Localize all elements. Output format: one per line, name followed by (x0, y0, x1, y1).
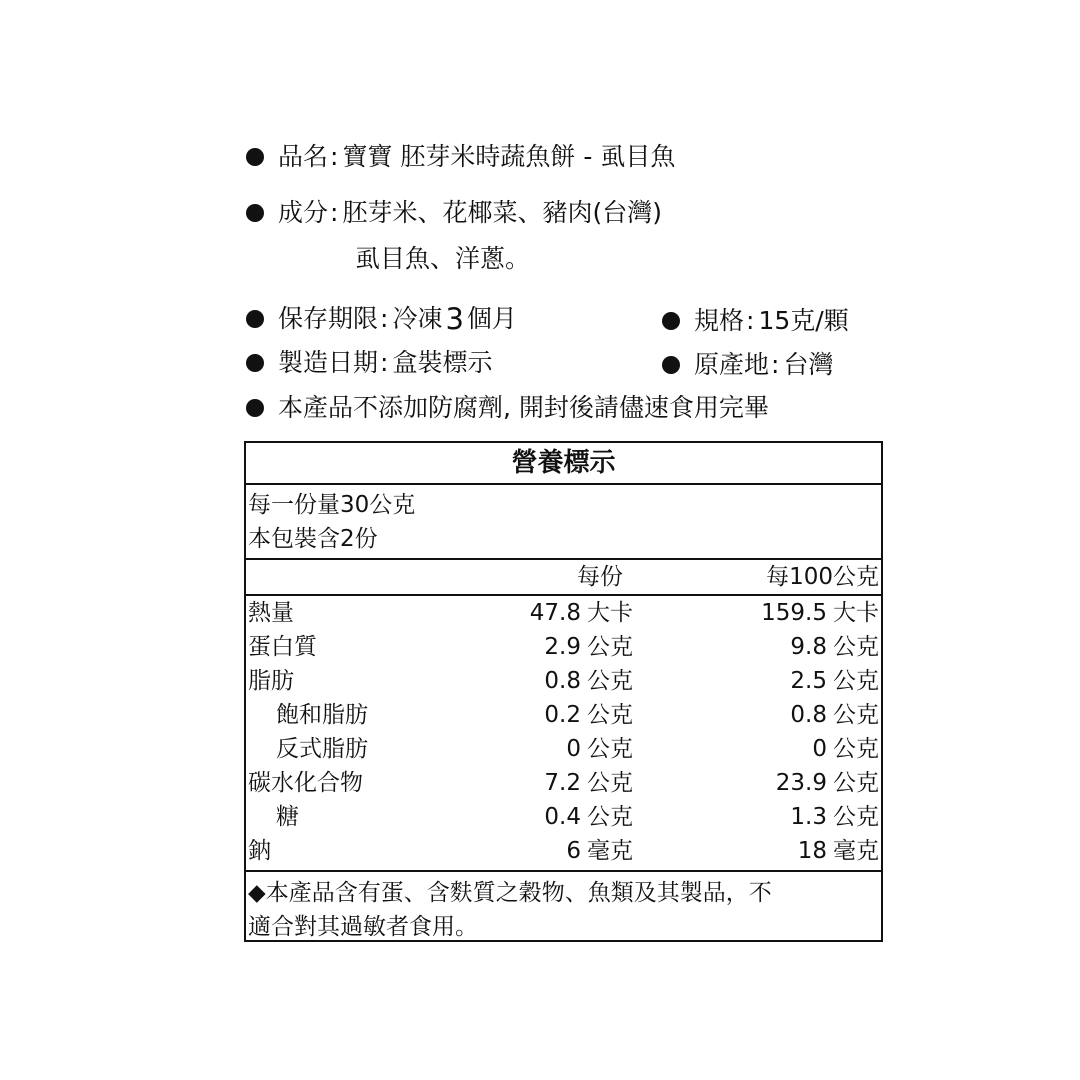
bullet-icon (662, 356, 680, 374)
ingredients-line: 成分 : 胚芽米、花椰菜、豬肉(台灣) (246, 198, 662, 228)
nutrient-row-carbohydrate (246, 766, 881, 800)
per-serving-value: 0 (566, 736, 581, 762)
per-serving-unit: 公克 (587, 736, 633, 762)
per-serving-value: 6 (566, 838, 581, 864)
nutrient-rows (246, 596, 881, 872)
nutrient-name: 碳水化合物 (248, 770, 363, 796)
notice-text: 本產品不添加防腐劑, 開封後請儘速食用完畢 (278, 393, 769, 422)
allergen-line-1: ◆本產品含有蛋、含麩質之穀物、魚類及其製品，不 (248, 880, 772, 906)
per-100g-unit: 公克 (833, 736, 879, 762)
notice-line (246, 393, 769, 423)
nutrient-name: 脂肪 (248, 668, 294, 694)
per-100g-unit: 公克 (833, 634, 879, 660)
per-100g-value: 1.3 (790, 804, 827, 830)
per-100g-value: 0.8 (790, 702, 827, 728)
shelf-life-suffix: 個月 (466, 304, 517, 333)
mfg-date-line: 製造日期 : 盒裝標示 (246, 348, 492, 378)
nutrient-row-fat (246, 664, 881, 698)
nutrient-name: 熱量 (248, 600, 294, 626)
bullet-icon (246, 204, 264, 222)
bullet-icon (246, 148, 264, 166)
nutrient-row-protein (246, 630, 881, 664)
ingredients-label: 成分 (278, 198, 329, 227)
nutrition-table (244, 441, 883, 942)
per-100g-unit: 公克 (833, 770, 879, 796)
shelf-life-line: 保存期限 : 冷凍 3 個月 (246, 304, 517, 334)
nutrient-name: 糖 (276, 804, 299, 830)
origin-label: 原產地 (694, 350, 770, 379)
nutrient-row-sodium (246, 834, 881, 868)
col-per-serving: 每份 (577, 564, 623, 590)
col-per-100g: 每100公克 (766, 564, 879, 590)
product-name-line: 品名 : 寶寶 胚芽米時蔬魚餅 - 虱目魚 (246, 142, 675, 172)
nutrient-row-trans-fat (246, 732, 881, 766)
per-serving-value: 47.8 (529, 600, 581, 626)
nutrient-row-sugar (246, 800, 881, 834)
allergen-notice (246, 872, 881, 944)
per-serving-value: 0.2 (544, 702, 581, 728)
shelf-life-number: 3 (445, 302, 464, 336)
ingredients-value-line2: 虱目魚、洋蔥。 (355, 244, 531, 273)
spec-label: 規格 (694, 306, 745, 335)
nutrient-name: 蛋白質 (248, 634, 317, 660)
per-serving-value: 0.8 (544, 668, 581, 694)
nutrition-title: 營養標示 (246, 443, 881, 485)
column-header (246, 560, 881, 596)
per-100g-unit: 公克 (833, 668, 879, 694)
per-serving-unit: 大卡 (587, 600, 633, 626)
per-100g-value: 159.5 (761, 600, 827, 626)
bullet-icon (246, 354, 264, 372)
per-serving-unit: 公克 (587, 668, 633, 694)
per-serving-value: 0.4 (544, 804, 581, 830)
per-100g-value: 0 (812, 736, 827, 762)
bullet-icon (246, 399, 264, 417)
nutrient-row-saturated-fat (246, 698, 881, 732)
per-serving-unit: 公克 (587, 634, 633, 660)
per-100g-value: 2.5 (790, 668, 827, 694)
serving-info (246, 485, 881, 560)
bullet-icon (662, 312, 680, 330)
spec-value: 15克/顆 (758, 306, 849, 335)
nutrient-name: 飽和脂肪 (276, 702, 368, 728)
servings-per-pack: 本包裝含2份 (248, 526, 378, 552)
per-100g-value: 18 (797, 838, 827, 864)
per-serving-value: 2.9 (544, 634, 581, 660)
mfg-date-label: 製造日期 (278, 348, 379, 377)
nutrient-name: 鈉 (248, 838, 271, 864)
per-serving-unit: 毫克 (587, 838, 633, 864)
per-serving-value: 7.2 (544, 770, 581, 796)
nutrient-row-energy (246, 596, 881, 630)
per-serving-unit: 公克 (587, 804, 633, 830)
ingredients-continuation (355, 244, 530, 274)
product-name-value: 寶寶 胚芽米時蔬魚餅 - 虱目魚 (342, 142, 676, 171)
origin-value: 台灣 (783, 350, 834, 379)
per-100g-unit: 大卡 (833, 600, 879, 626)
spec-line: 規格 : 15克/顆 (662, 306, 849, 336)
per-100g-unit: 公克 (833, 702, 879, 728)
origin-line: 原產地 : 台灣 (662, 350, 833, 380)
per-100g-value: 23.9 (775, 770, 827, 796)
per-100g-unit: 公克 (833, 804, 879, 830)
shelf-life-label: 保存期限 (278, 304, 379, 333)
ingredients-value-line1: 胚芽米、花椰菜、豬肉(台灣) (342, 198, 662, 227)
shelf-life-prefix: 冷凍 (392, 304, 443, 333)
product-name-label: 品名 (278, 142, 329, 171)
mfg-date-value: 盒裝標示 (392, 348, 493, 377)
per-100g-unit: 毫克 (833, 838, 879, 864)
per-100g-value: 9.8 (790, 634, 827, 660)
per-serving-unit: 公克 (587, 702, 633, 728)
per-serving-unit: 公克 (587, 770, 633, 796)
allergen-line-2: 適合對其過敏者食用。 (248, 914, 478, 940)
nutrient-name: 反式脂肪 (276, 736, 368, 762)
serving-size: 每一份量30公克 (248, 492, 416, 518)
bullet-icon (246, 310, 264, 328)
